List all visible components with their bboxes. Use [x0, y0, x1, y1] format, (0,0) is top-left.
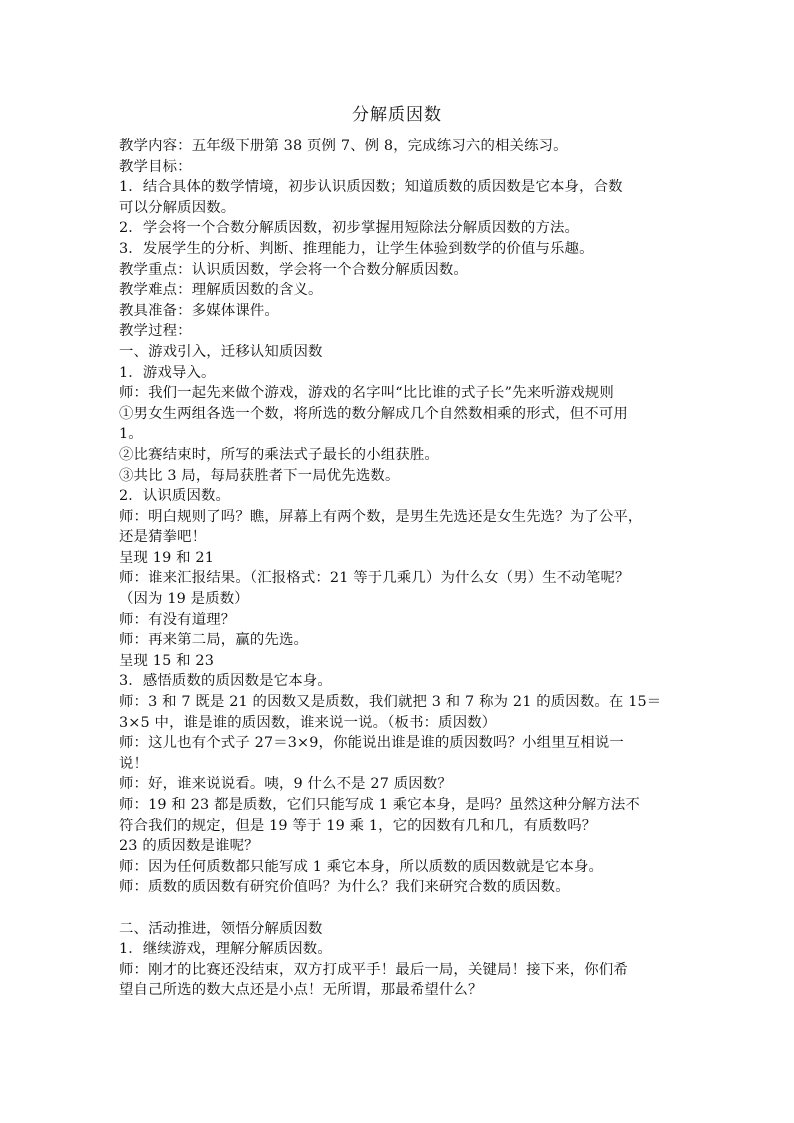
blank-line — [119, 898, 679, 919]
text-line: 师：明白规则了吗？瞧，屏幕上有两个数，是男生先选还是女生先选？为了公平， — [119, 508, 643, 525]
text-line: 师：有没有道理？ — [119, 611, 236, 628]
text-line: 望自己所选的数大点还是小点！无所谓，那最希望什么？ — [119, 982, 483, 999]
text-line: 师：质数的质因数有研究价值吗？为什么？我们来研究合数的质因数。 — [119, 879, 570, 896]
text-line: 说！ — [119, 755, 149, 772]
text-line: 教具准备：多媒体课件。 — [119, 302, 279, 319]
section-heading: 二、活动推进，领悟分解质因数 — [119, 920, 323, 937]
text-line: 1。 — [119, 426, 143, 443]
text-line: ①男女生两组各选一个数，将所选的数分解成几个自然数相乘的形式，但不可用 — [119, 405, 628, 422]
text-line: 呈现 15 和 23 — [119, 652, 215, 669]
text-line: 3×5 中，谁是谁的质因数，谁来说一说。（板书：质因数） — [119, 714, 497, 731]
section-heading: 一、游戏引入，迁移认知质因数 — [119, 343, 323, 360]
text-line: 2．认识质因数。 — [119, 488, 231, 505]
text-line: ③共比 3 局，每局获胜者下一局优先选数。 — [119, 467, 400, 484]
text-line: 教学重点：认识质因数，学会将一个合数分解质因数。 — [119, 261, 468, 278]
text-line: 符合我们的规定，但是 19 等于 19 乘 1，它的因数有几和几，有质数吗？ — [119, 817, 597, 834]
text-line: 1．继续游戏，理解分解质因数。 — [119, 941, 332, 958]
text-line: 还是猜拳吧！ — [119, 529, 207, 546]
text-line: 教学过程： — [119, 323, 192, 340]
text-line: 教学目标： — [119, 158, 192, 175]
document-title: 分解质因数 — [352, 105, 442, 125]
text-line: 师：3 和 7 既是 21 的因数又是质数，我们就把 3 和 7 称为 21 的质因数。在 15＝ — [119, 694, 662, 711]
text-line: 师：这儿也有个式子 27＝3×9，你能说出谁是谁的质因数吗？小组里互相说一 — [119, 735, 624, 752]
text-line: 师：19 和 23 都是质数，它们只能写成 1 乘它本身，是吗？虽然这种分解方法不 — [119, 797, 640, 813]
text-line: ②比赛结束时，所写的乘法式子最长的小组获胜。 — [119, 446, 439, 463]
text-line: 呈现 19 和 21 — [119, 549, 215, 566]
text-line: （因为 19 是质数） — [119, 591, 249, 608]
text-line: 教学难点：理解质因数的含义。 — [119, 282, 323, 299]
text-line: 师：我们一起先来做个游戏，游戏的名字叫“比比谁的式子长”先来听游戏规则 — [119, 385, 614, 402]
text-line: 师：因为任何质数都只能写成 1 乘它本身，所以质数的质因数就是它本身。 — [119, 858, 604, 875]
text-line: 师：刚才的比赛还没结束，双方打成平手！最后一局，关键局！接下来，你们希 — [119, 961, 628, 978]
text-line: 23 的质因数是谁呢？ — [119, 838, 259, 855]
text-line: 可以分解质因数。 — [119, 199, 236, 216]
text-line: 3．发展学生的分析、判断、推理能力，让学生体验到数学的价值与乐趣。 — [119, 240, 594, 257]
text-line: 1．结合具体的数学情境，初步认识质因数；知道质数的质因数是它本身，合数 — [119, 179, 623, 196]
text-line: 3．感悟质数的质因数是它本身。 — [119, 673, 332, 690]
text-line: 师：好，谁来说说看。咦，9 什么不是 27 质因数？ — [119, 776, 452, 793]
text-line: 师：再来第二局，赢的先选。 — [119, 632, 309, 649]
text-line: 2．学会将一个合数分解质因数，初步掌握用短除法分解质因数的方法。 — [119, 220, 580, 237]
text-line: 教学内容：五年级下册第 38 页例 7、例 8，完成练习六的相关练习。 — [119, 138, 568, 154]
document-body — [119, 136, 679, 1001]
text-line: 1．游戏导入。 — [119, 364, 216, 381]
text-line: 师：谁来汇报结果。（汇报格式：21 等于几乘几）为什么女（男）生不动笔呢？ — [119, 570, 630, 587]
